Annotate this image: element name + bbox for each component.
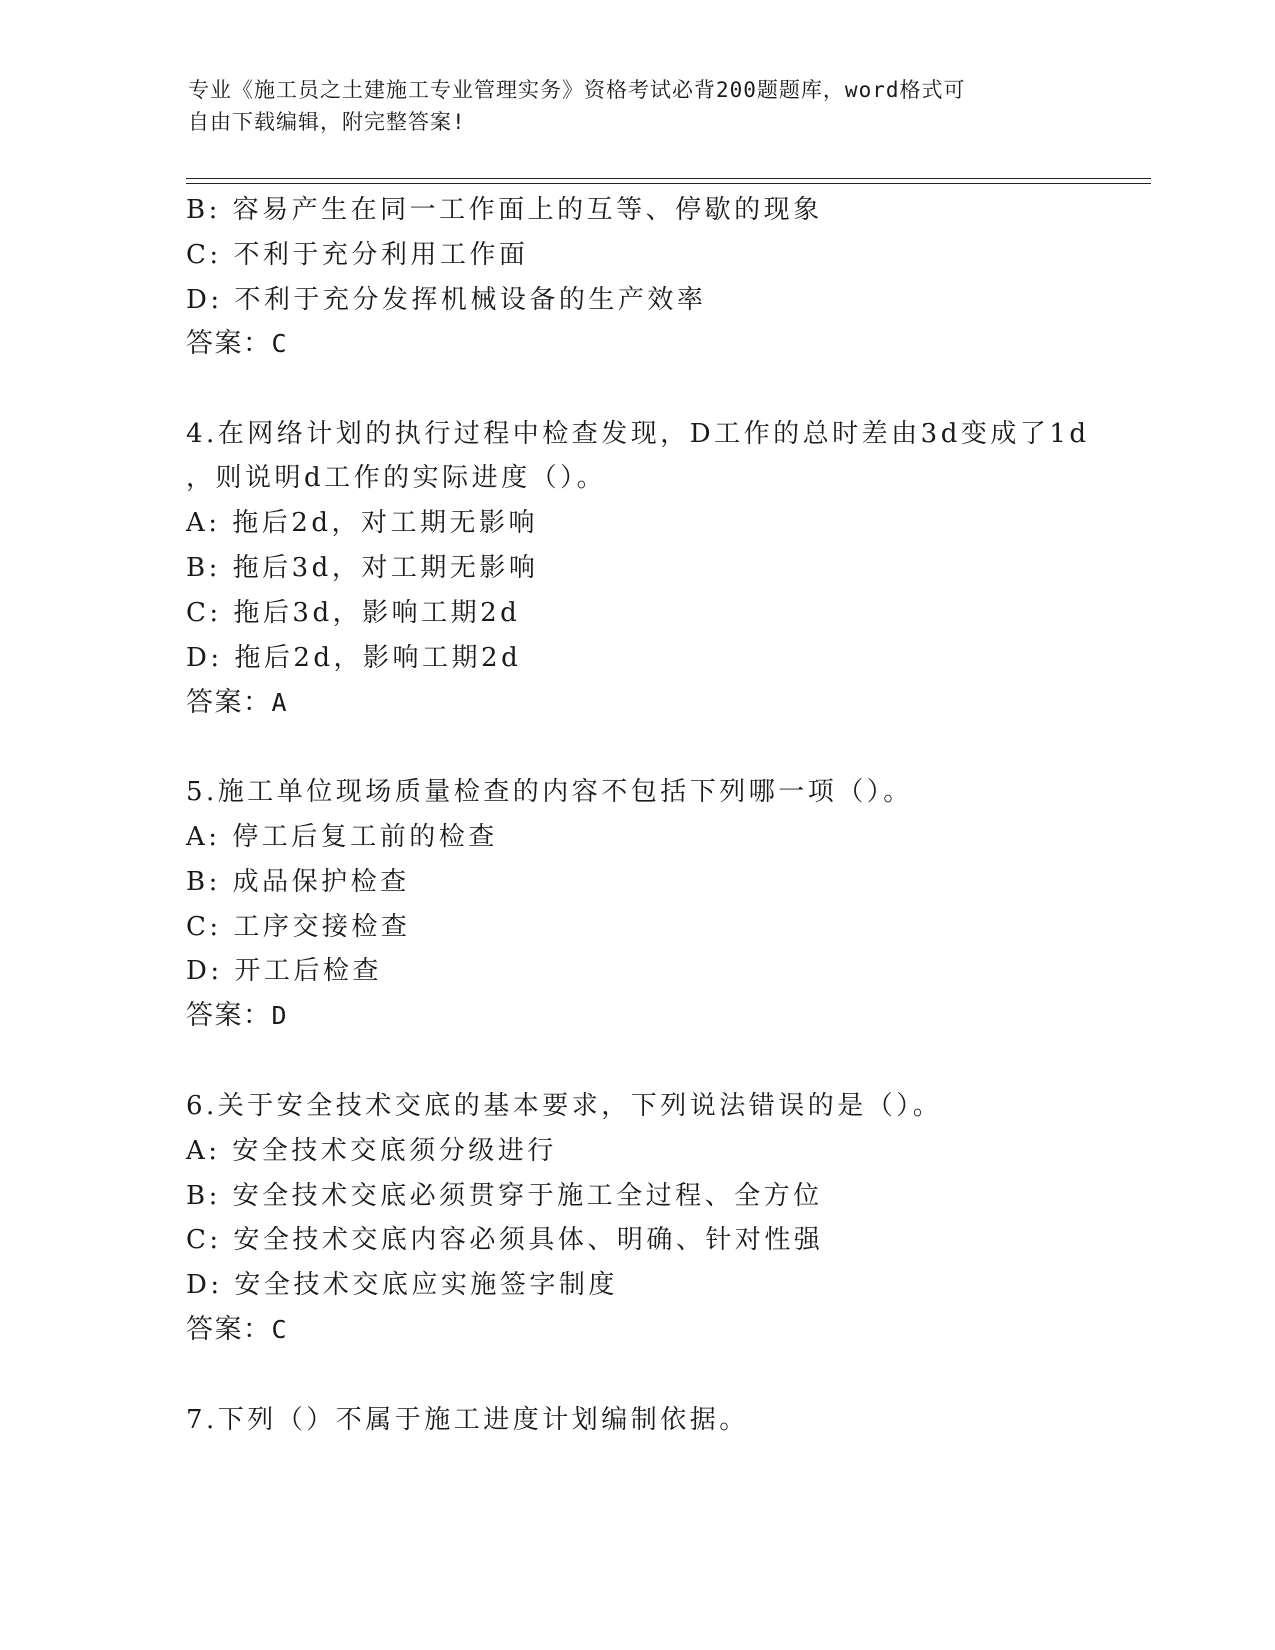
q5-option-c: C: 工序交接检查 xyxy=(186,912,411,942)
answer-label: 答案： xyxy=(186,1314,272,1345)
q3-answer-value: C xyxy=(271,329,289,358)
q6-option-a: A: 安全技术交底须分级进行 xyxy=(186,1136,557,1166)
q7-stem: 7.下列（）不属于施工进度计划编制依据。 xyxy=(186,1405,749,1435)
q4-stem-line-2: ，则说明d工作的实际进度（）。 xyxy=(186,463,607,493)
answer-label: 答案： xyxy=(186,328,272,359)
q6-option-d: D: 安全技术交底应实施签字制度 xyxy=(186,1270,618,1300)
q5-option-a: A: 停工后复工前的检查 xyxy=(186,822,498,852)
q3-answer xyxy=(186,328,288,360)
q6-stem: 6.关于安全技术交底的基本要求，下列说法错误的是（）。 xyxy=(186,1091,943,1121)
answer-label: 答案： xyxy=(186,687,272,718)
header-divider-top xyxy=(186,178,1151,179)
q6-answer xyxy=(186,1314,288,1346)
q4-option-d: D: 拖后2d，影响工期2d xyxy=(186,643,522,673)
q5-option-d: D: 开工后检查 xyxy=(186,956,382,986)
q5-option-b: B: 成品保护检查 xyxy=(186,867,410,897)
q4-option-a: A: 拖后2d，对工期无影响 xyxy=(186,508,538,538)
q4-answer xyxy=(186,687,288,719)
q4-option-b: B: 拖后3d，对工期无影响 xyxy=(186,553,539,583)
q4-stem-line-1: 4.在网络计划的执行过程中检查发现，D工作的总时差由3d变成了1d xyxy=(186,419,1090,449)
q5-answer xyxy=(186,1000,288,1032)
header-title-line-2: 自由下载编辑，附完整答案! xyxy=(188,110,466,134)
answer-label: 答案： xyxy=(186,1000,272,1031)
q4-option-c: C: 拖后3d，影响工期2d xyxy=(186,598,521,628)
header-title-line-1: 专业《施工员之土建施工专业管理实务》资格考试必背200题题库，word格式可 xyxy=(188,78,966,102)
q3-option-c: C: 不利于充分利用工作面 xyxy=(186,240,529,270)
q3-option-b: B: 容易产生在同一工作面上的互等、停歇的现象 xyxy=(186,195,823,225)
q6-option-c: C: 安全技术交底内容必须具体、明确、针对性强 xyxy=(186,1225,824,1255)
q6-answer-value: C xyxy=(271,1315,289,1344)
q4-answer-value: A xyxy=(271,688,289,717)
document-header xyxy=(188,74,1088,138)
q6-option-b: B: 安全技术交底必须贯穿于施工全过程、全方位 xyxy=(186,1181,823,1211)
header-divider-bottom xyxy=(186,183,1151,184)
q3-option-d: D: 不利于充分发挥机械设备的生产效率 xyxy=(186,285,707,315)
q5-stem: 5.施工单位现场质量检查的内容不包括下列哪一项（）。 xyxy=(186,777,913,807)
q5-answer-value: D xyxy=(271,1001,289,1030)
